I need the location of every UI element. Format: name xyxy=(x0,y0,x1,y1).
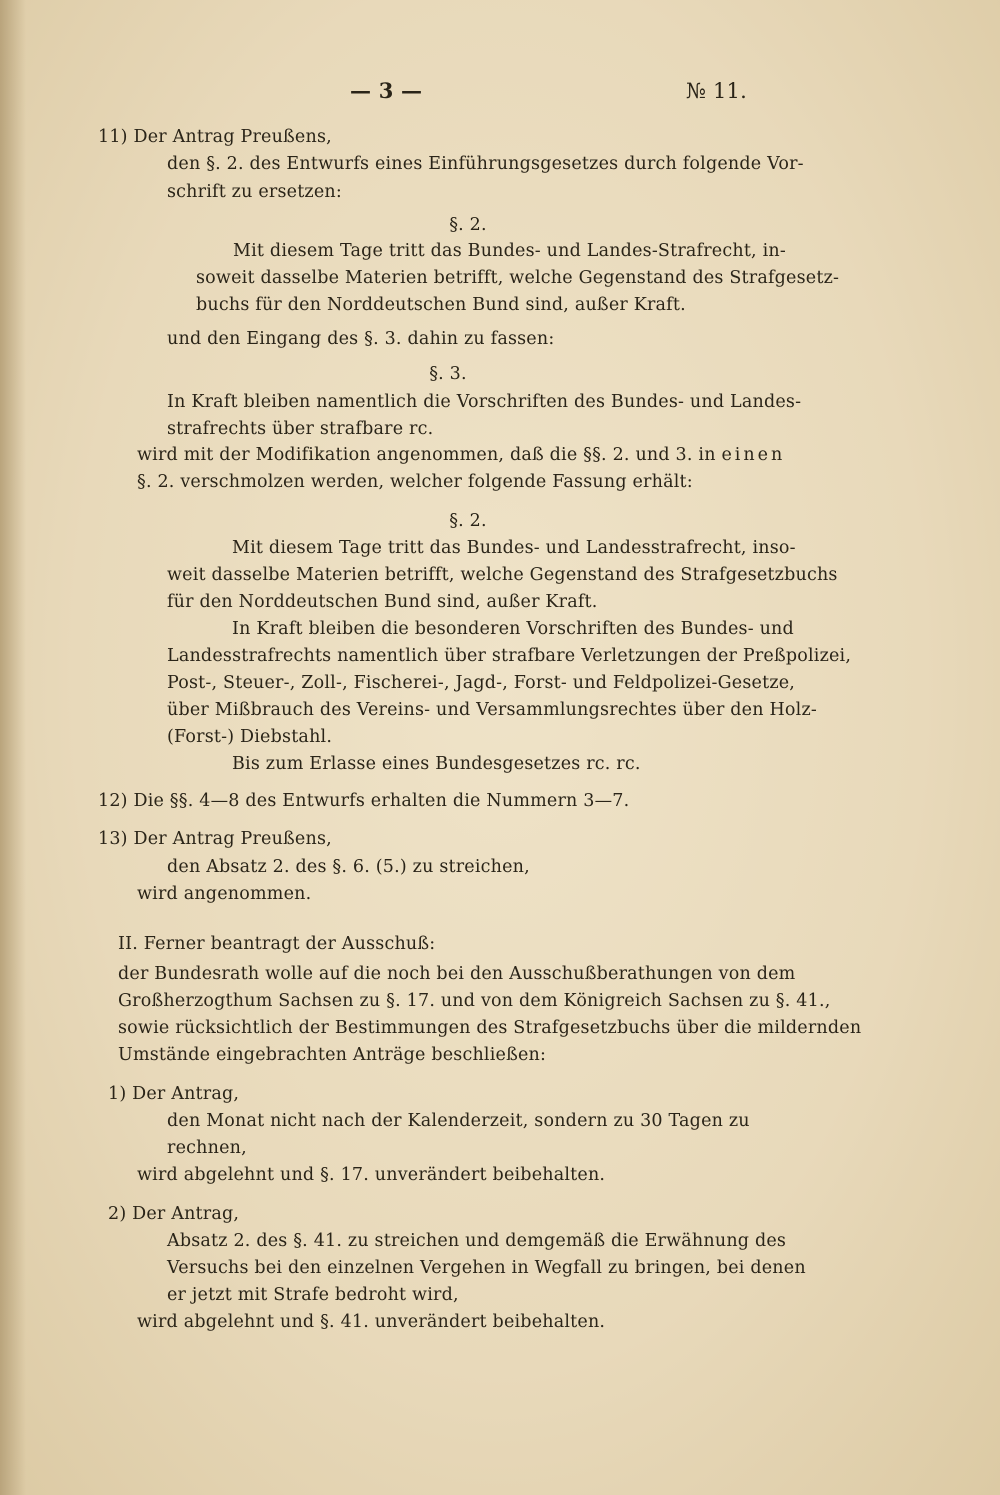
text-line: schrift zu ersetzen: xyxy=(167,182,342,202)
text-line: rechnen, xyxy=(167,1138,247,1158)
text-line: Versuchs bei den einzelnen Vergehen in Wegfall zu bringen, bei denen xyxy=(167,1258,806,1278)
text-line: Mit diesem Tage tritt das Bundes- und Landes-Strafrecht, in- xyxy=(233,241,786,261)
text-line: soweit dasselbe Materien betrifft, welche Gegenstand des Strafgesetz- xyxy=(196,268,840,288)
sub-item-1-heading: 1) Der Antrag, xyxy=(108,1084,240,1104)
item-13-heading: 13) Der Antrag Preußens, xyxy=(98,829,332,849)
text-line: Umstände eingebrachten Anträge beschließen: xyxy=(118,1045,547,1065)
text-line: den Absatz 2. des §. 6. (5.) zu streichen, xyxy=(167,857,530,877)
item-12-heading: 12) Die §§. 4—8 des Entwurfs erhalten die Nummern 3—7. xyxy=(98,791,630,811)
text-line: In Kraft bleiben namentlich die Vorschriften des Bundes- und Landes- xyxy=(167,392,802,412)
text-line: strafrechts über strafbare rc. xyxy=(167,419,434,439)
section-heading: §. 2. xyxy=(449,511,487,531)
text-line: für den Norddeutschen Bund sind, außer Kraft. xyxy=(167,592,598,612)
text-line xyxy=(137,444,785,466)
text-line: (Forst-) Diebstahl. xyxy=(167,727,333,747)
text-line: und den Eingang des §. 3. dahin zu fassen: xyxy=(167,329,555,349)
text-line: wird abgelehnt und §. 17. unverändert beibehalten. xyxy=(137,1165,606,1185)
spaced-word: einen xyxy=(721,445,786,465)
text-line: Absatz 2. des §. 41. zu streichen und demgemäß die Erwähnung des xyxy=(167,1231,787,1251)
text-span: wird mit der Modifikation angenommen, daß die §§. 2. und 3. in xyxy=(137,445,716,465)
item-11-heading: 11) Der Antrag Preußens, xyxy=(98,127,332,147)
text-line: §. 2. verschmolzen werden, welcher folgende Fassung erhält: xyxy=(137,472,693,492)
text-span: den §. 2. des Entwurfs eines Einführungsgesetzes durch folgende Vor- xyxy=(167,154,804,174)
text-line: buchs für den Norddeutschen Bund sind, außer Kraft. xyxy=(196,295,686,315)
text-line: Bis zum Erlasse eines Bundesgesetzes rc. rc. xyxy=(232,754,641,774)
text-line: In Kraft bleiben die besonderen Vorschriften des Bundes- und xyxy=(232,619,794,639)
text-line: Großherzogthum Sachsen zu §. 17. und von dem Königreich Sachsen zu §. 41., xyxy=(118,991,831,1011)
issue-number: № 11. xyxy=(686,79,747,103)
text-line: Landesstrafrechts namentlich über strafbare Verletzungen der Preßpolizei, xyxy=(167,646,852,666)
text-line: wird abgelehnt und §. 41. unverändert beibehalten. xyxy=(137,1312,606,1332)
section-heading: §. 3. xyxy=(429,364,467,384)
sub-item-2-heading: 2) Der Antrag, xyxy=(108,1204,240,1224)
text-line: der Bundesrath wolle auf die noch bei den Ausschußberathungen von dem xyxy=(118,964,796,984)
text-line: Post-, Steuer-, Zoll-, Fischerei-, Jagd-, Forst- und Feldpolizei-Gesetze, xyxy=(167,673,796,693)
page-number: — 3 — xyxy=(350,78,423,103)
text-line: den Monat nicht nach der Kalenderzeit, sondern zu 30 Tagen zu xyxy=(167,1111,750,1131)
text-line: über Mißbrauch des Vereins- und Versammlungsrechtes über den Holz- xyxy=(167,700,817,720)
text-line: weit dasselbe Materien betrifft, welche Gegenstand des Strafgesetzbuchs xyxy=(167,565,838,585)
part-ii-heading: II. Ferner beantragt der Ausschuß: xyxy=(118,934,436,954)
section-heading: §. 2. xyxy=(449,215,487,235)
text-line: wird angenommen. xyxy=(137,884,312,904)
text-line: sowie rücksichtlich der Bestimmungen des Strafgesetzbuchs über die mildernden xyxy=(118,1018,862,1038)
text-line xyxy=(167,153,804,175)
text-line: Mit diesem Tage tritt das Bundes- und Landesstrafrecht, inso- xyxy=(232,538,796,558)
text-line: er jetzt mit Strafe bedroht wird, xyxy=(167,1285,459,1305)
